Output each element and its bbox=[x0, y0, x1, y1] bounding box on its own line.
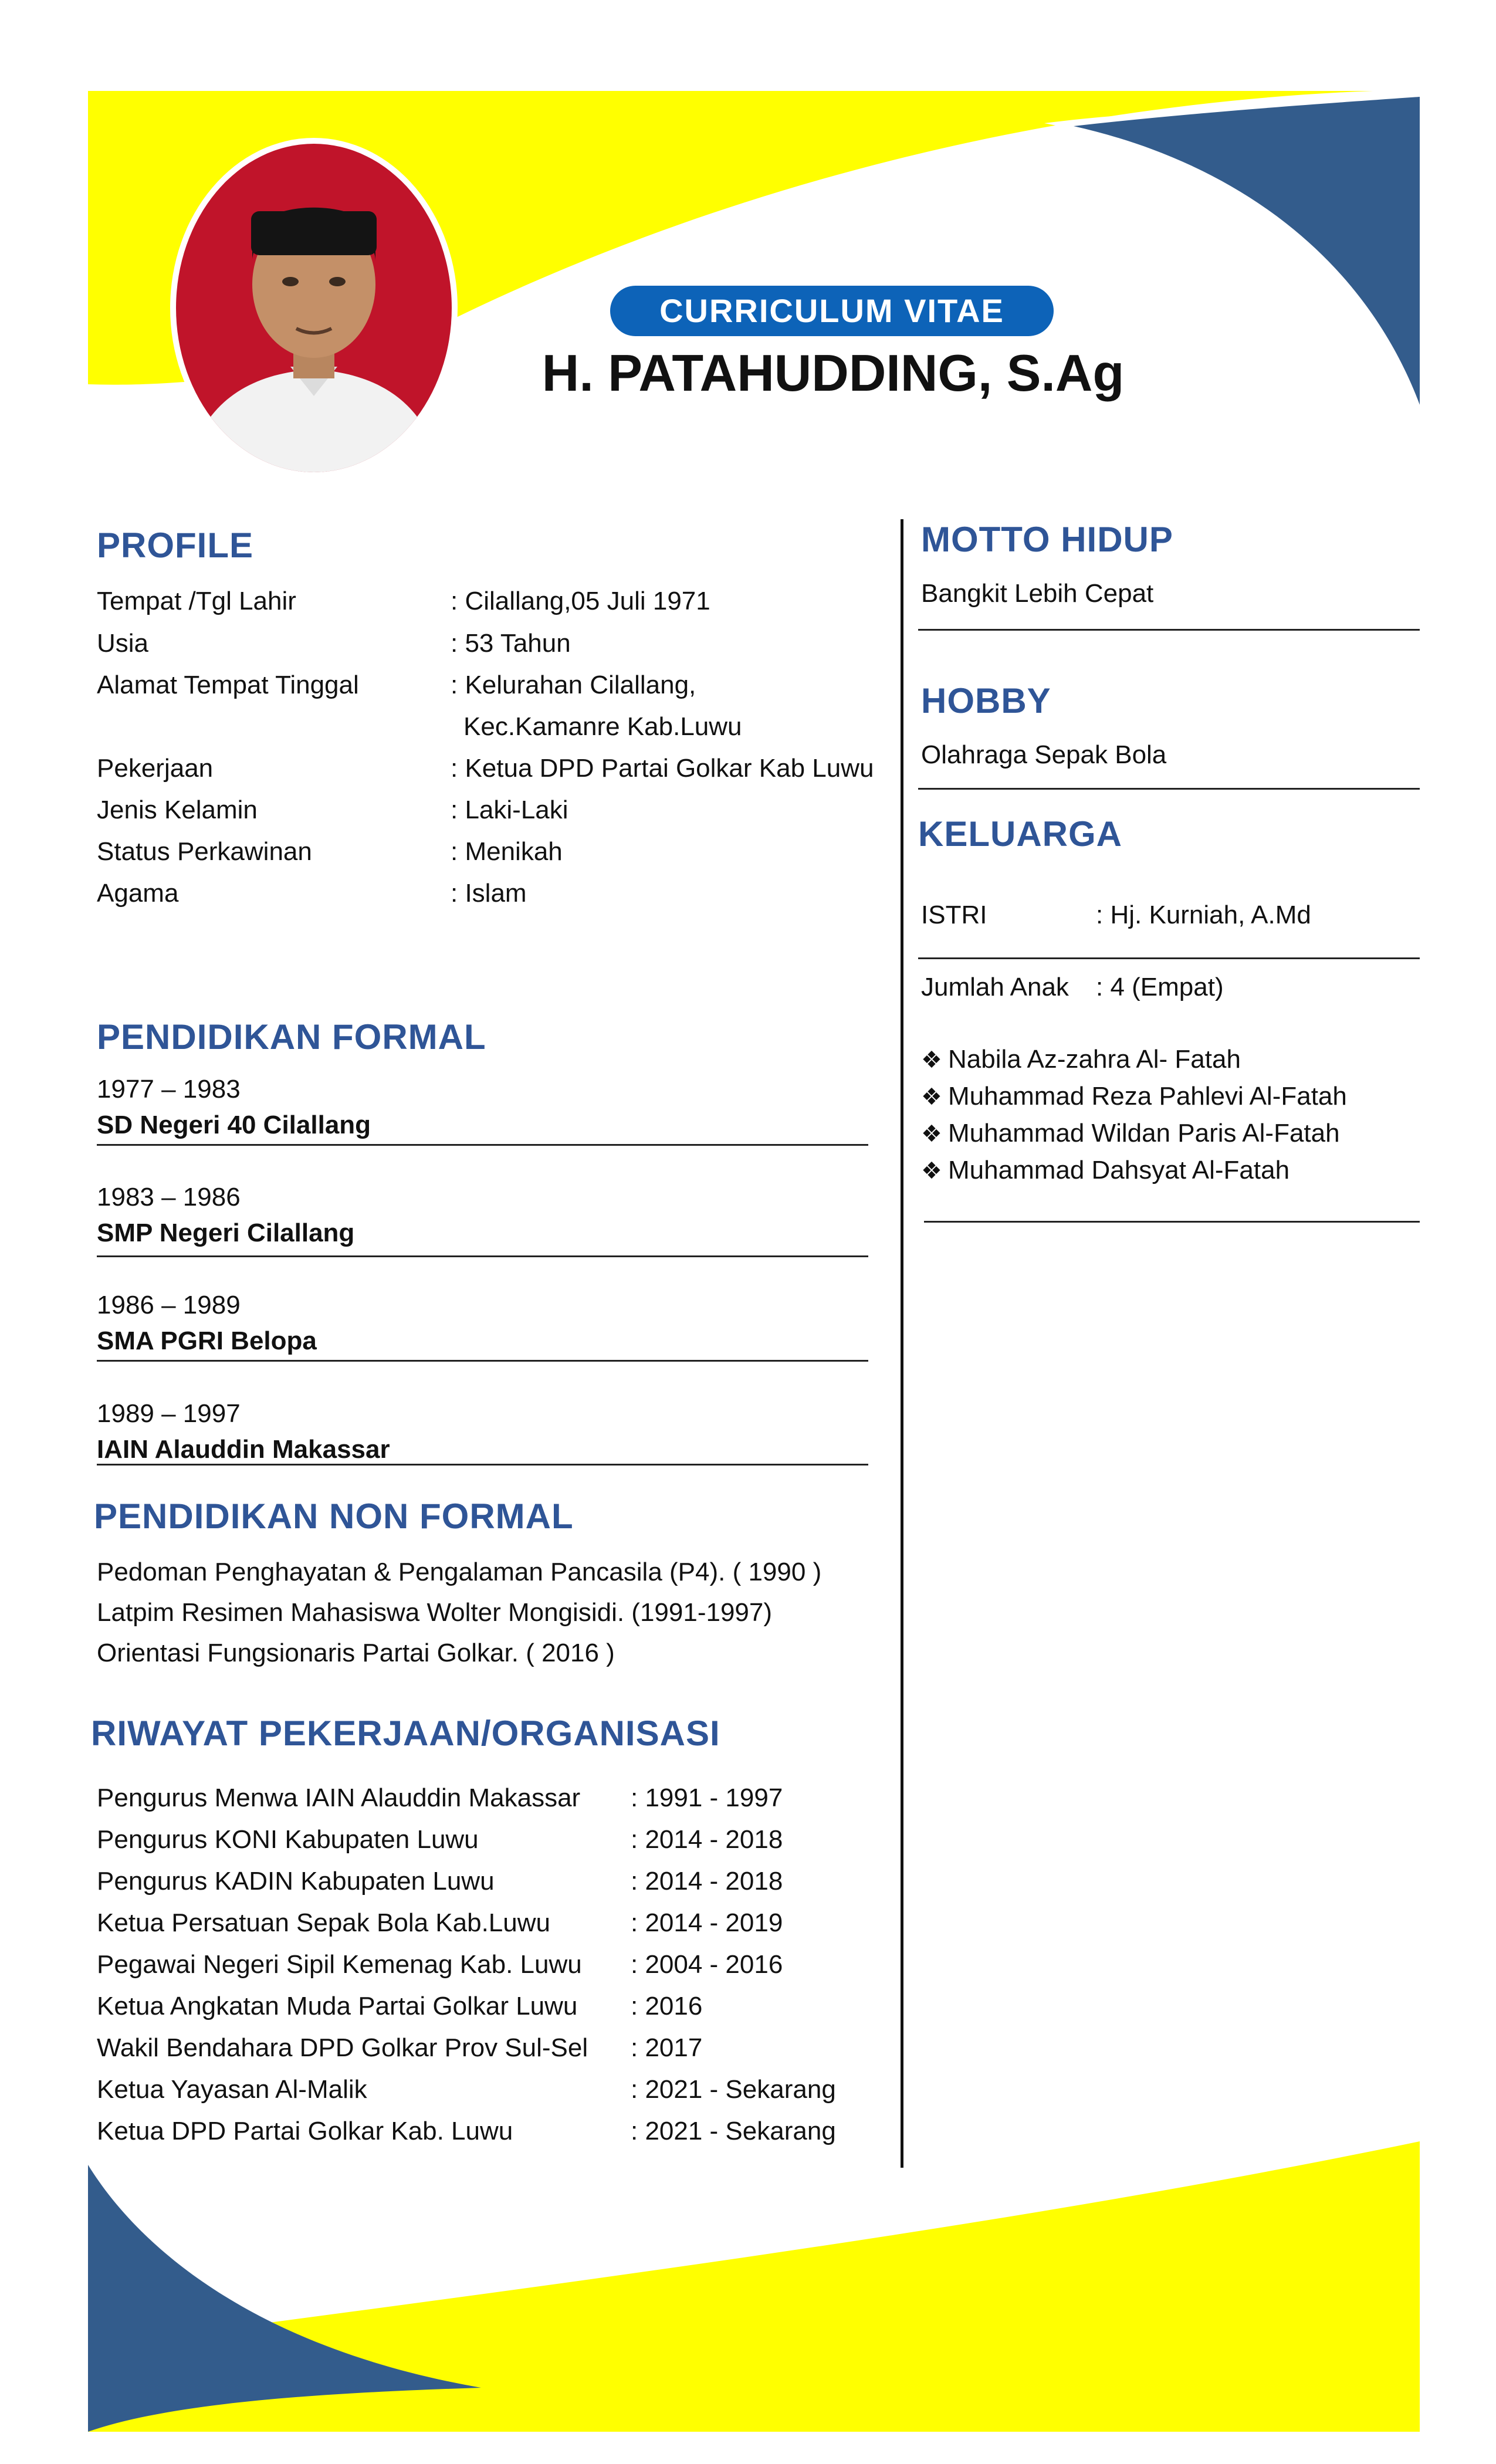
education-school: IAIN Alauddin Makassar bbox=[97, 1435, 390, 1464]
education-years: 1977 – 1983 bbox=[97, 1075, 241, 1104]
profile-label: Jenis Kelamin bbox=[97, 796, 258, 824]
profile-value-continued: Kec.Kamanre Kab.Luwu bbox=[463, 712, 742, 741]
career-period: : 2014 - 2018 bbox=[631, 1825, 783, 1854]
profile-label: Agama bbox=[97, 879, 179, 908]
motto-text: Bangkit Lebih Cepat bbox=[921, 579, 1154, 608]
profile-label: Status Perkawinan bbox=[97, 837, 312, 866]
hobby-text: Olahraga Sepak Bola bbox=[921, 740, 1167, 769]
children-count-label: Jumlah Anak bbox=[921, 973, 1069, 1001]
education-school: SMA PGRI Belopa bbox=[97, 1326, 317, 1355]
nonformal-heading: PENDIDIKAN NON FORMAL bbox=[94, 1497, 574, 1536]
child-name: Muhammad Dahsyat Al-Fatah bbox=[948, 1156, 1290, 1184]
cv-badge: CURRICULUM VITAE bbox=[610, 286, 1054, 336]
career-role: Wakil Bendahara DPD Golkar Prov Sul-Sel bbox=[97, 2033, 588, 2062]
nonformal-item: Orientasi Fungsionaris Partai Golkar. ( 2016 ) bbox=[97, 1639, 615, 1667]
education-years: 1989 – 1997 bbox=[97, 1399, 241, 1428]
hobby-heading: HOBBY bbox=[921, 681, 1051, 720]
career-period: : 2004 - 2016 bbox=[631, 1950, 783, 1979]
career-period: : 2021 - Sekarang bbox=[631, 2117, 836, 2145]
career-period: : 2014 - 2019 bbox=[631, 1908, 783, 1937]
profile-photo bbox=[176, 144, 452, 472]
children-list bbox=[921, 1041, 1347, 1189]
motto-heading: MOTTO HIDUP bbox=[921, 520, 1173, 559]
education-school: SMP Negeri Cilallang bbox=[97, 1219, 355, 1247]
profile-value: : Islam bbox=[451, 879, 527, 908]
education-heading: PENDIDIKAN FORMAL bbox=[97, 1017, 486, 1057]
list-item bbox=[921, 1078, 1347, 1115]
column-divider bbox=[901, 519, 903, 2168]
profile-label: Usia bbox=[97, 629, 149, 658]
profile-heading: PROFILE bbox=[97, 526, 254, 565]
list-item bbox=[921, 1041, 1347, 1078]
diamond-bullet-icon: ❖ bbox=[921, 1158, 942, 1184]
career-role: Ketua Persatuan Sepak Bola Kab.Luwu bbox=[97, 1908, 550, 1937]
profile-label: Pekerjaan bbox=[97, 754, 214, 783]
career-role: Ketua DPD Partai Golkar Kab. Luwu bbox=[97, 2117, 513, 2145]
child-name: Nabila Az-zahra Al- Fatah bbox=[948, 1045, 1241, 1074]
profile-value: : Cilallang,05 Juli 1971 bbox=[451, 587, 710, 615]
career-role: Pengurus Menwa IAIN Alauddin Makassar bbox=[97, 1783, 581, 1812]
career-role: Pegawai Negeri Sipil Kemenag Kab. Luwu bbox=[97, 1950, 582, 1979]
child-name: Muhammad Wildan Paris Al-Fatah bbox=[948, 1119, 1340, 1148]
diamond-bullet-icon: ❖ bbox=[921, 1084, 942, 1110]
spouse-label: ISTRI bbox=[921, 901, 987, 929]
career-role: Pengurus KONI Kabupaten Luwu bbox=[97, 1825, 479, 1854]
nonformal-item: Pedoman Penghayatan & Pengalaman Pancasila (P4). ( 1990 ) bbox=[97, 1558, 822, 1586]
child-name: Muhammad Reza Pahlevi Al-Fatah bbox=[948, 1082, 1347, 1111]
career-heading: RIWAYAT PEKERJAAN/ORGANISASI bbox=[91, 1714, 720, 1753]
career-role: Ketua Angkatan Muda Partai Golkar Luwu bbox=[97, 1992, 578, 2020]
profile-label: Tempat /Tgl Lahir bbox=[97, 587, 296, 615]
profile-value: : Menikah bbox=[451, 837, 563, 866]
career-period: : 2014 - 2018 bbox=[631, 1867, 783, 1896]
diamond-bullet-icon: ❖ bbox=[921, 1047, 942, 1073]
education-school: SD Negeri 40 Cilallang bbox=[97, 1111, 371, 1139]
divider bbox=[97, 1464, 868, 1465]
career-role: Pengurus KADIN Kabupaten Luwu bbox=[97, 1867, 495, 1896]
divider bbox=[97, 1255, 868, 1257]
career-period: : 2021 - Sekarang bbox=[631, 2075, 836, 2104]
nonformal-item: Latpim Resimen Mahasiswa Wolter Mongisidi. (1991-1997) bbox=[97, 1598, 773, 1627]
list-item bbox=[921, 1115, 1347, 1152]
career-period: : 2017 bbox=[631, 2033, 703, 2062]
children-count-value: : 4 (Empat) bbox=[1096, 973, 1224, 1001]
profile-value: : Kelurahan Cilallang, bbox=[451, 671, 696, 699]
diamond-bullet-icon: ❖ bbox=[921, 1121, 942, 1147]
divider bbox=[918, 629, 1420, 631]
profile-value: : 53 Tahun bbox=[451, 629, 571, 658]
family-heading: KELUARGA bbox=[918, 814, 1122, 854]
divider bbox=[924, 1221, 1420, 1223]
career-role: Ketua Yayasan Al-Malik bbox=[97, 2075, 367, 2104]
divider bbox=[97, 1360, 868, 1362]
career-period: : 2016 bbox=[631, 1992, 703, 2020]
person-name: H. PATAHUDDING, S.Ag bbox=[541, 344, 1125, 402]
education-years: 1986 – 1989 bbox=[97, 1291, 241, 1319]
profile-label: Alamat Tempat Tinggal bbox=[97, 671, 359, 699]
career-period: : 1991 - 1997 bbox=[631, 1783, 783, 1812]
profile-value: : Ketua DPD Partai Golkar Kab Luwu bbox=[451, 754, 874, 783]
divider bbox=[918, 957, 1420, 959]
divider bbox=[918, 788, 1420, 790]
list-item bbox=[921, 1152, 1347, 1189]
spouse-value: : Hj. Kurniah, A.Md bbox=[1096, 901, 1311, 929]
education-years: 1983 – 1986 bbox=[97, 1183, 241, 1211]
person-portrait-icon bbox=[176, 144, 452, 472]
divider bbox=[97, 1144, 868, 1146]
profile-photo-frame bbox=[170, 138, 458, 478]
profile-value: : Laki-Laki bbox=[451, 796, 568, 824]
